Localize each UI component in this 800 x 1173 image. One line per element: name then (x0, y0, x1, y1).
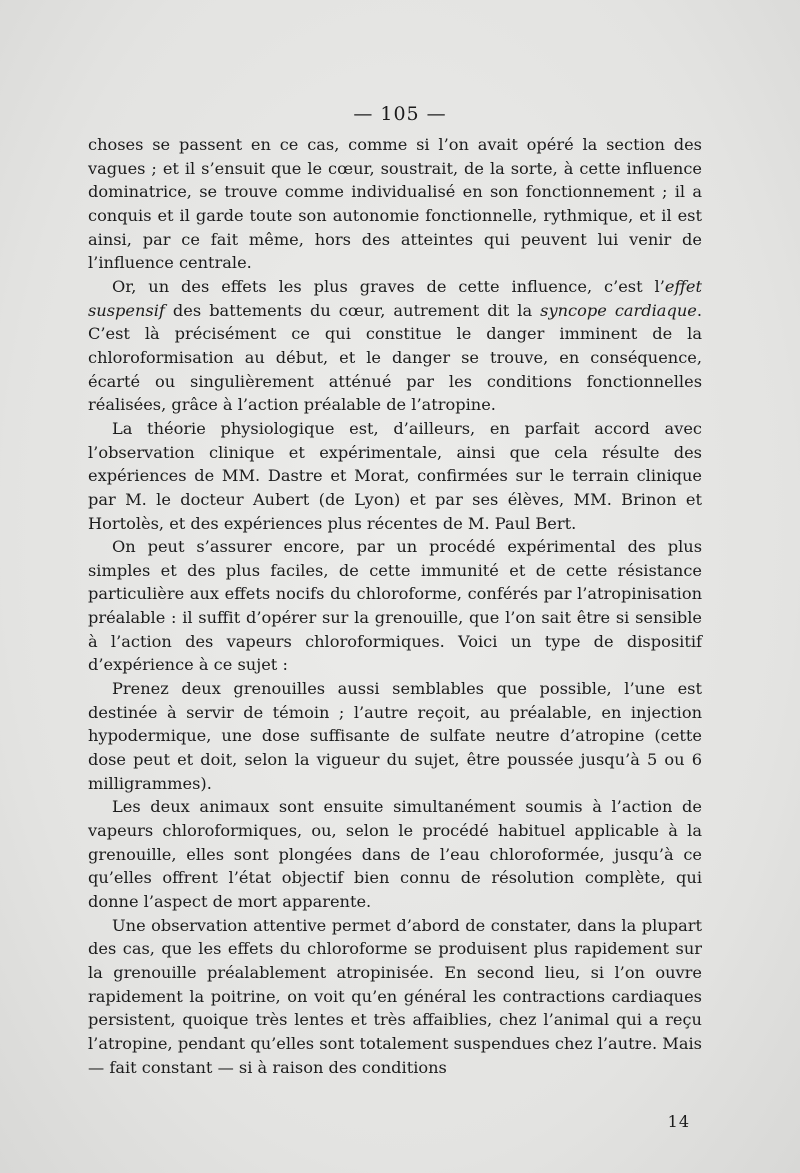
paragraph (88, 677, 702, 795)
paragraph (88, 133, 702, 275)
paragraph (88, 535, 702, 677)
text-run: Les deux animaux sont ensuite simultanément soumis à l’action de vapeurs chloroformiques, ou, selon le procédé habituel applicable à la grenouille, elles sont plongées dans de l’eau chloroformée, jusqu’à ce qu’elles offrent l’état objectif bien connu de résolution complète, qui donne l’aspect de mort apparente. (88, 797, 702, 911)
signature-mark: 14 (667, 1112, 690, 1131)
italic-term: effet suspensif (88, 276, 702, 320)
text-run: Prenez deux grenouilles aussi semblables que possible, l’une est destinée à servir de témoin ; l’autre reçoit, au préalable, en injection hypodermique, une dose suffisante de sulfate neutre d’atropine (cette dose peut et doit, selon la vigueur du sujet, être poussée jusqu’à 5 ou 6 milligrammes). (88, 679, 702, 793)
paragraph (88, 914, 702, 1080)
italic-term: syncope cardiaque (540, 300, 697, 320)
paragraph (88, 417, 702, 535)
text-run: On peut s’assurer encore, par un procédé expérimental des plus simples et des plus faciles, de cette immunité et de cette résistance particulière aux effets nocifs du chloroforme, conférés par l’atropinisation préalable : il suffit d’opérer sur la grenouille, que l’on sait être si sensible à l’action des vapeurs chloroformiques. Voici un type de dispositif d’expérience à ce sujet : (88, 537, 702, 675)
page-number: — 105 — (353, 103, 447, 125)
paragraph (88, 275, 702, 417)
text-run: La théorie physiologique est, d’ailleurs, en parfait accord avec l’observation clinique et expérimentale, ainsi que cela résulte des expériences de MM. Dastre et Morat, confirmées sur le terrain clinique par M. le docteur Aubert (de Lyon) et par ses élèves, MM. Brinon et Hortolès, et des expériences plus récentes de M. Paul Bert. (88, 418, 702, 533)
text-run: . C’est là précisément ce qui constitue le danger imminent de la chloroformisation au début, et le danger se trouve, en conséquence, écarté ou singulièrement atténué par les conditions fonctionnelles réalisées, grâce à l’action préalable de l’atropine. (88, 300, 702, 415)
paragraph (88, 795, 702, 913)
text-run: Une observation attentive permet d’abord de constater, dans la plupart des cas, que les effets du chloroforme se produisent plus rapidement sur la grenouille préalablement atropinisée. En second lieu, si l’on ouvre rapidement la poitrine, on voit qu’en général les contractions cardiaques persistent, quoique très lentes et très affaiblies, chez l’animal qui a reçu l’atropine, pendant qu’elles sont totalement suspendues chez l’autre. Mais — fait constant — si à raison des conditions (88, 915, 702, 1077)
text-run: Or, un des effets les plus graves de cette influence, c’est l’ (112, 276, 665, 296)
body-text (88, 133, 702, 1079)
text-run: des battements du cœur, autrement dit la (164, 300, 541, 320)
text-run: choses se passent en ce cas, comme si l’on avait opéré la section des vagues ; et il s’ensuit que le cœur, soustrait, de la sorte, à cette influence dominatrice, se trouve comme individualisé en son fonctionnement ; il a conquis et il garde toute son autonomie fonctionnelle, rythmique, et il est ainsi, par ce fait même, hors des atteintes qui peuvent lui venir de l’influence centrale. (88, 135, 702, 273)
